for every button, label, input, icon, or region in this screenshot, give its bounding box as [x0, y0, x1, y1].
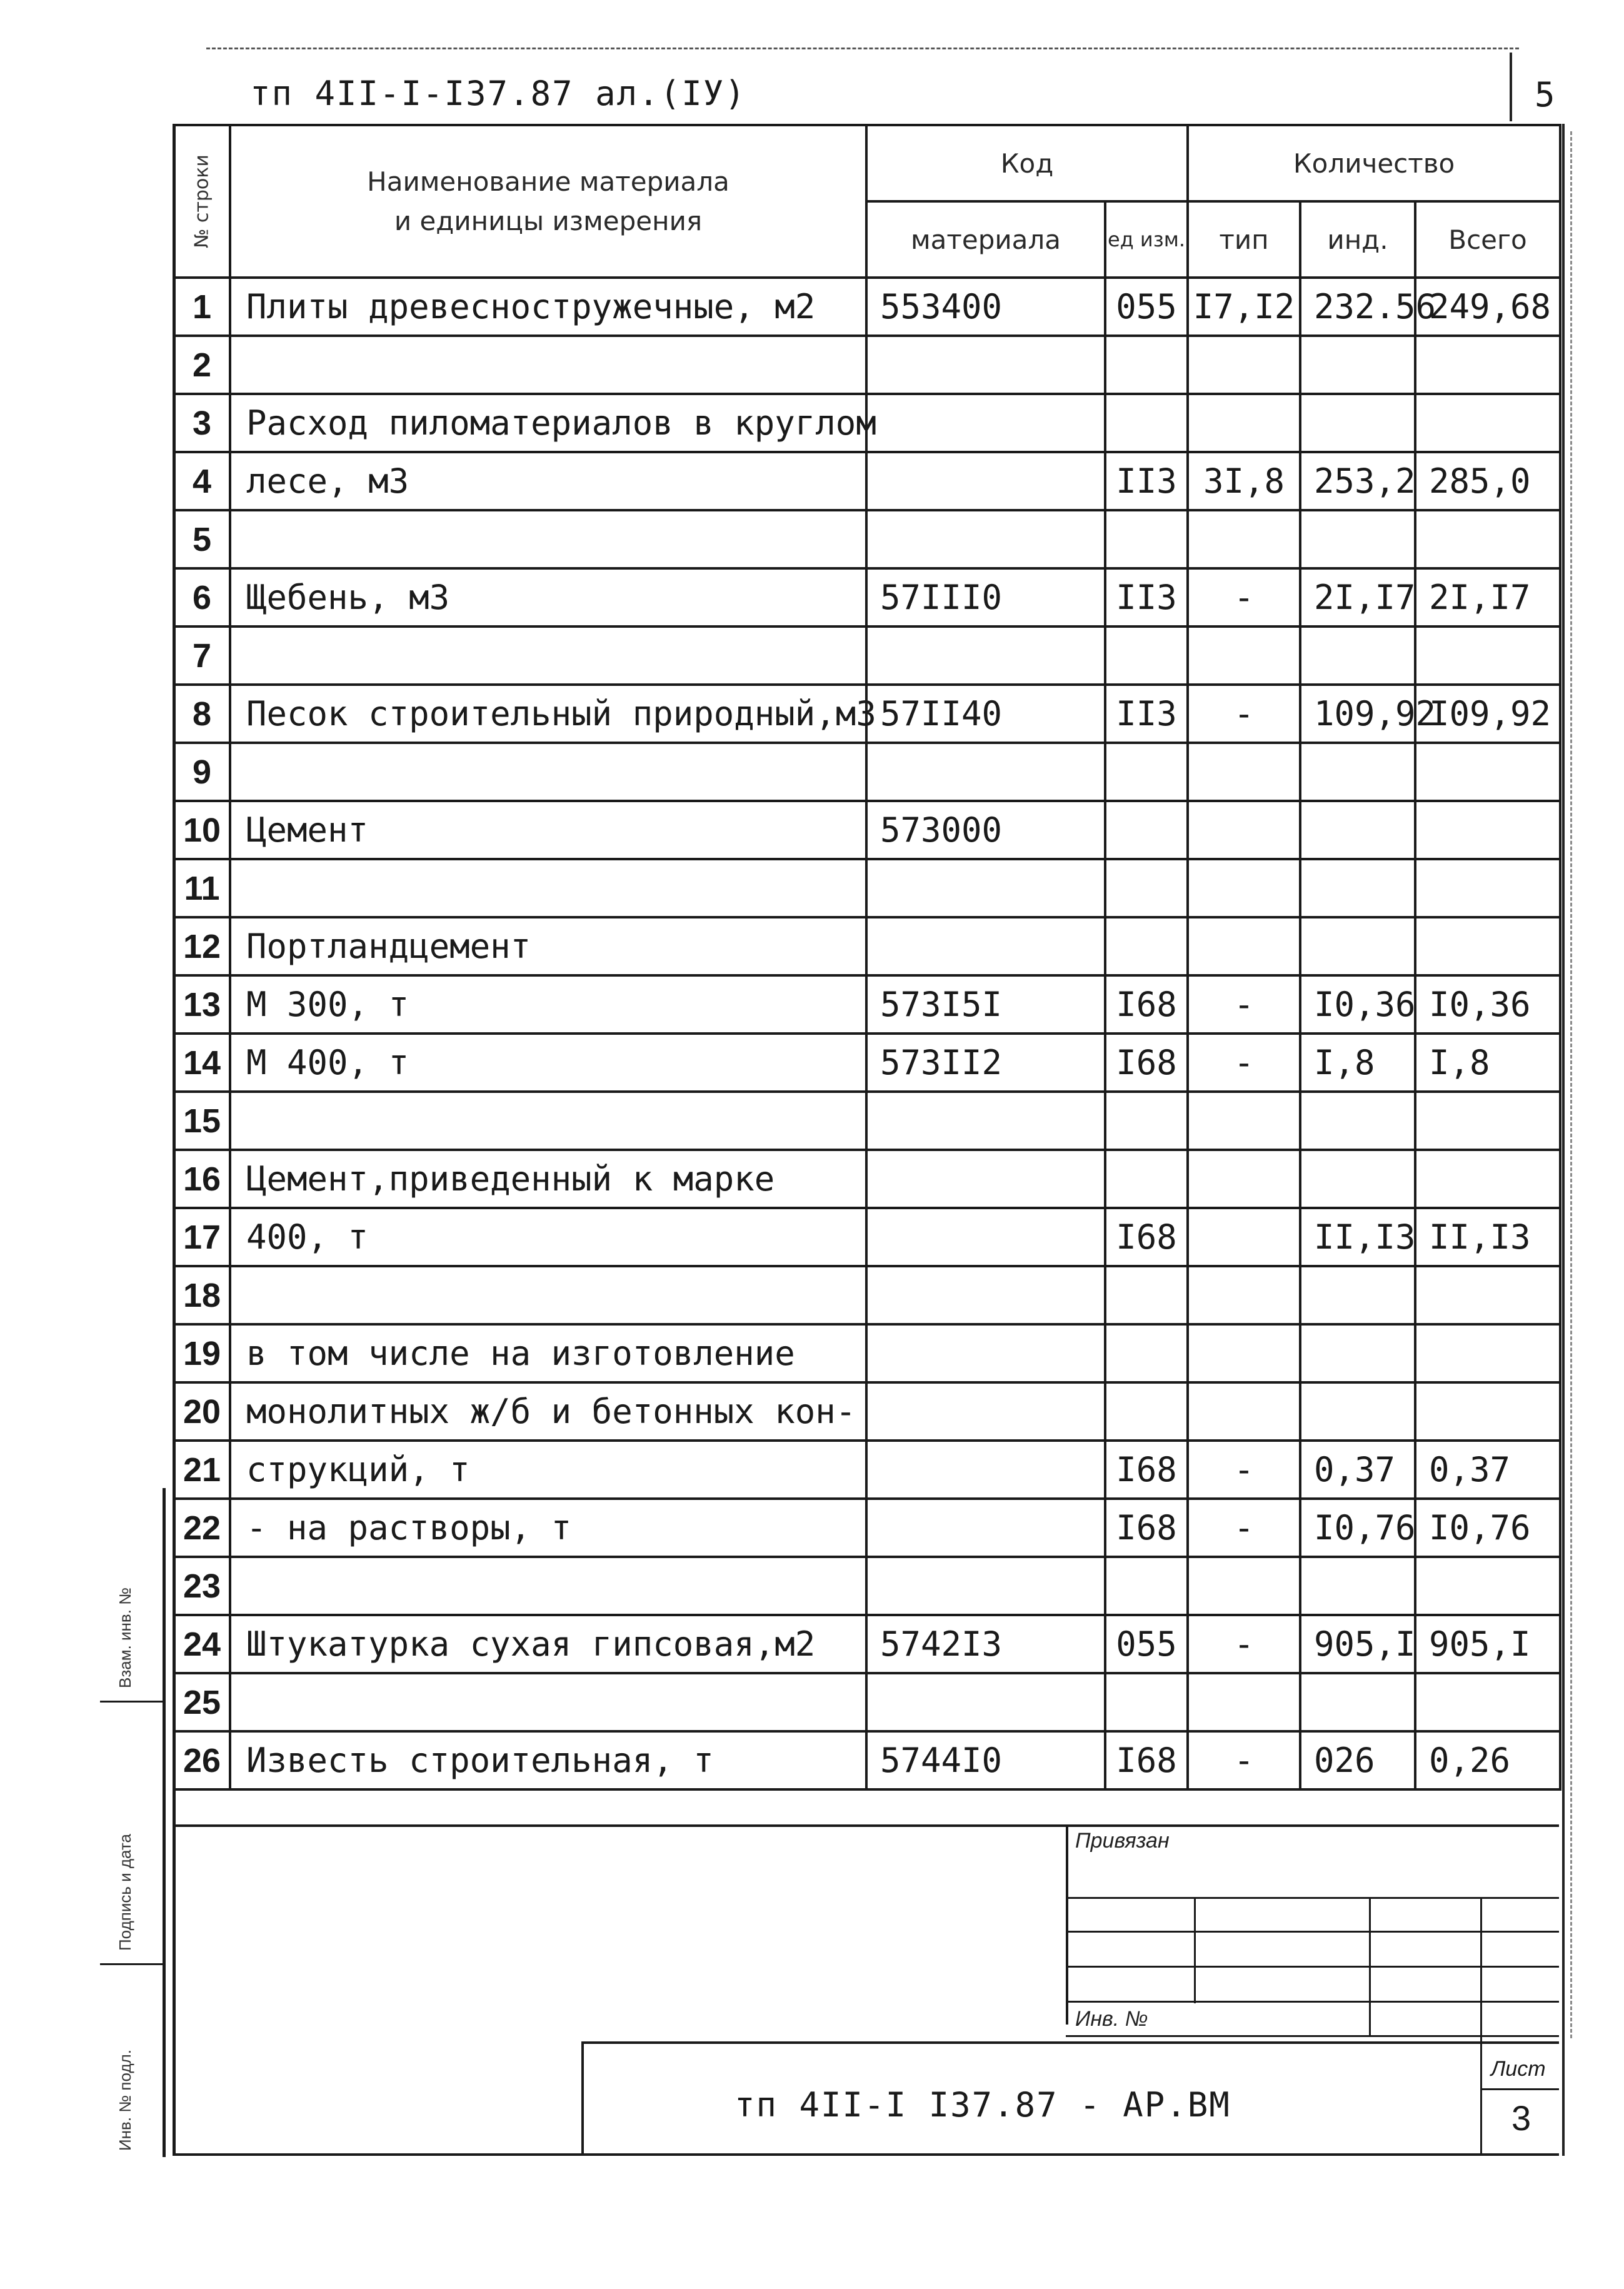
qty-type-cell: 3I,8: [1188, 452, 1300, 510]
row-number-cell: 9: [174, 743, 230, 801]
tb-divider-h2: [1066, 1931, 1559, 1933]
left-margin-divider-1: [100, 1701, 166, 1703]
unit-code-cell: I68: [1105, 1441, 1188, 1499]
row-number-cell: 24: [174, 1615, 230, 1673]
qty-type-header: тип: [1188, 201, 1300, 278]
qty-ind-cell: I0,36: [1300, 975, 1415, 1034]
inv-label: Инв. №: [1075, 2007, 1148, 2031]
material-code-cell: [866, 1382, 1105, 1441]
qty-ind-cell: I,8: [1300, 1034, 1415, 1092]
material-name-cell: Плиты древесностружечные, м2: [230, 278, 866, 336]
table-row: [174, 1382, 1560, 1441]
tb-divider-h1: [1066, 1897, 1559, 1899]
qty-type-cell: [1188, 1673, 1300, 1731]
unit-code-cell: [1105, 1557, 1188, 1615]
table-row: [174, 452, 1560, 510]
material-code-header: материала: [866, 201, 1105, 278]
qty-ind-cell: 253,2: [1300, 452, 1415, 510]
qty-ind-cell: II,I3: [1300, 1208, 1415, 1266]
material-code-cell: [866, 510, 1105, 568]
material-code-cell: [866, 394, 1105, 452]
qty-total-cell: [1415, 859, 1560, 917]
unit-code-cell: [1105, 1673, 1188, 1731]
qty-type-cell: [1188, 1382, 1300, 1441]
table-row: [174, 1150, 1560, 1208]
qty-total-cell: [1415, 1673, 1560, 1731]
unit-code-cell: II3: [1105, 568, 1188, 626]
page-number: 5: [1535, 75, 1555, 114]
qty-ind-cell: 905,I: [1300, 1615, 1415, 1673]
qty-ind-cell: 232.56: [1300, 278, 1415, 336]
table-row: [174, 1557, 1560, 1615]
unit-code-cell: [1105, 510, 1188, 568]
left-margin-label-1: Взам. инв. №: [116, 1587, 134, 1688]
unit-code-cell: [1105, 917, 1188, 975]
material-name-cell: в том числе на изготовление: [230, 1324, 866, 1382]
material-name-cell: [230, 510, 866, 568]
qty-ind-cell: [1300, 1324, 1415, 1382]
material-code-cell: 57II40: [866, 685, 1105, 743]
row-number-cell: 21: [174, 1441, 230, 1499]
table-row: [174, 1266, 1560, 1324]
material-name-cell: Известь строительная, т: [230, 1731, 866, 1789]
row-number-cell: 11: [174, 859, 230, 917]
qty-total-cell: [1415, 801, 1560, 859]
material-code-cell: [866, 452, 1105, 510]
material-name-header: [230, 125, 866, 278]
qty-ind-cell: [1300, 626, 1415, 685]
qty-type-cell: [1188, 801, 1300, 859]
material-code-cell: [866, 1441, 1105, 1499]
material-code-cell: [866, 336, 1105, 394]
qty-ind-cell: 2I,I7: [1300, 568, 1415, 626]
table-row: [174, 1034, 1560, 1092]
table-row: [174, 859, 1560, 917]
material-code-cell: [866, 859, 1105, 917]
qty-type-cell: [1188, 1324, 1300, 1382]
material-code-cell: [866, 743, 1105, 801]
tb-divider-v1: [1066, 1824, 1068, 2025]
qty-ind-cell: [1300, 1673, 1415, 1731]
qty-type-cell: -: [1188, 1441, 1300, 1499]
tb-sheet-divider: [1480, 2088, 1559, 2090]
material-code-cell: [866, 1499, 1105, 1557]
material-name-cell: [230, 336, 866, 394]
row-number-cell: 15: [174, 1092, 230, 1150]
title-block-doc-code: тп 4II-I I37.87 - АР.ВМ: [734, 2085, 1231, 2125]
material-name-cell: М 400, т: [230, 1034, 866, 1092]
row-number-cell: 25: [174, 1673, 230, 1731]
qty-type-cell: [1188, 1092, 1300, 1150]
qty-total-cell: [1415, 1557, 1560, 1615]
unit-code-cell: [1105, 626, 1188, 685]
qty-ind-cell: [1300, 1266, 1415, 1324]
qty-ind-cell: I0,76: [1300, 1499, 1415, 1557]
unit-code-cell: [1105, 1382, 1188, 1441]
table-row: [174, 278, 1560, 336]
qty-ind-cell: [1300, 336, 1415, 394]
table-row: [174, 1324, 1560, 1382]
qty-total-cell: [1415, 917, 1560, 975]
row-number-header: № строки: [174, 125, 230, 278]
material-code-cell: 553400: [866, 278, 1105, 336]
qty-total-cell: 285,0: [1415, 452, 1560, 510]
qty-type-cell: [1188, 336, 1300, 394]
row-number-cell: 4: [174, 452, 230, 510]
row-number-cell: 19: [174, 1324, 230, 1382]
table-row: [174, 917, 1560, 975]
unit-code-cell: 055: [1105, 278, 1188, 336]
material-code-cell: [866, 1324, 1105, 1382]
qty-type-cell: [1188, 1208, 1300, 1266]
material-code-cell: [866, 626, 1105, 685]
unit-code-cell: I68: [1105, 1208, 1188, 1266]
unit-code-cell: I68: [1105, 1731, 1188, 1789]
table-row: [174, 1615, 1560, 1673]
material-name-cell: Щебень, м3: [230, 568, 866, 626]
unit-code-cell: [1105, 1150, 1188, 1208]
material-name-cell: Штукатурка сухая гипсовая,м2: [230, 1615, 866, 1673]
row-number-cell: 14: [174, 1034, 230, 1092]
unit-code-cell: [1105, 743, 1188, 801]
table-row: [174, 1499, 1560, 1557]
qty-total-cell: I,8: [1415, 1034, 1560, 1092]
unit-code-cell: [1105, 801, 1188, 859]
tb-main-left: [581, 2041, 584, 2156]
material-name-cell: Цемент,приведенный к марке: [230, 1150, 866, 1208]
unit-code-cell: II3: [1105, 452, 1188, 510]
material-code-cell: 5744I0: [866, 1731, 1105, 1789]
qty-total-cell: I0,76: [1415, 1499, 1560, 1557]
material-code-cell: 573I5I: [866, 975, 1105, 1034]
material-name-cell: [230, 1092, 866, 1150]
qty-type-cell: -: [1188, 1731, 1300, 1789]
material-code-cell: 5742I3: [866, 1615, 1105, 1673]
qty-type-cell: I7,I2: [1188, 278, 1300, 336]
qty-total-cell: [1415, 394, 1560, 452]
row-number-cell: 6: [174, 568, 230, 626]
row-number-cell: 12: [174, 917, 230, 975]
qty-ind-cell: [1300, 1382, 1415, 1441]
qty-type-cell: -: [1188, 1615, 1300, 1673]
tb-divider-v2: [1194, 1897, 1196, 2003]
tb-divider-h5: [1066, 2035, 1559, 2037]
unit-code-cell: [1105, 336, 1188, 394]
row-number-cell: 5: [174, 510, 230, 568]
table-row: [174, 1441, 1560, 1499]
qty-type-cell: [1188, 1150, 1300, 1208]
unit-code-cell: I68: [1105, 975, 1188, 1034]
material-name-header-line2: и единицы измерения: [394, 206, 703, 236]
qty-ind-cell: 0,37: [1300, 1441, 1415, 1499]
material-name-cell: монолитных ж/б и бетонных кон-: [230, 1382, 866, 1441]
qty-total-cell: [1415, 743, 1560, 801]
tb-divider-v4: [1480, 1897, 1482, 2156]
left-margin-line: [163, 1488, 166, 2157]
material-name-cell: [230, 1557, 866, 1615]
unit-code-header: ед изм.: [1105, 201, 1188, 278]
quantity-group-header: Количество: [1188, 125, 1560, 201]
row-number-cell: 13: [174, 975, 230, 1034]
material-name-cell: струкций, т: [230, 1441, 866, 1499]
material-name-cell: [230, 1266, 866, 1324]
row-number-cell: 22: [174, 1499, 230, 1557]
materials-table: [173, 124, 1561, 1791]
qty-type-cell: -: [1188, 568, 1300, 626]
unit-code-cell: [1105, 859, 1188, 917]
material-name-cell: - на растворы, т: [230, 1499, 866, 1557]
right-margin-dashed-line: [1570, 131, 1572, 2038]
material-name-cell: М 300, т: [230, 975, 866, 1034]
row-number-cell: 8: [174, 685, 230, 743]
material-name-cell: [230, 1673, 866, 1731]
qty-ind-cell: [1300, 1557, 1415, 1615]
qty-total-cell: [1415, 336, 1560, 394]
qty-type-cell: [1188, 743, 1300, 801]
material-name-cell: [230, 743, 866, 801]
tb-divider-v3: [1369, 1897, 1371, 2035]
qty-total-cell: [1415, 626, 1560, 685]
material-name-cell: [230, 626, 866, 685]
code-group-header: Код: [866, 125, 1188, 201]
qty-type-cell: [1188, 394, 1300, 452]
qty-total-header: Всего: [1415, 201, 1560, 278]
row-number-cell: 17: [174, 1208, 230, 1266]
qty-type-cell: -: [1188, 1499, 1300, 1557]
table-row: [174, 1092, 1560, 1150]
qty-type-cell: [1188, 859, 1300, 917]
material-name-cell: 400, т: [230, 1208, 866, 1266]
qty-ind-header: инд.: [1300, 201, 1415, 278]
material-name-cell: Песок строительный природный,м3: [230, 685, 866, 743]
qty-total-cell: I0,36: [1415, 975, 1560, 1034]
row-number-cell: 10: [174, 801, 230, 859]
bound-label: Привязан: [1075, 1829, 1170, 1853]
material-code-cell: [866, 1150, 1105, 1208]
qty-ind-cell: 026: [1300, 1731, 1415, 1789]
qty-total-cell: [1415, 510, 1560, 568]
row-number-cell: 18: [174, 1266, 230, 1324]
table-row: [174, 1731, 1560, 1789]
qty-total-cell: I09,92: [1415, 685, 1560, 743]
unit-code-cell: [1105, 1266, 1188, 1324]
unit-code-cell: II3: [1105, 685, 1188, 743]
qty-ind-cell: [1300, 801, 1415, 859]
row-number-cell: 1: [174, 278, 230, 336]
tb-divider-h4: [1066, 2001, 1559, 2003]
qty-total-cell: [1415, 1324, 1560, 1382]
material-name-cell: Расход пиломатериалов в круглом: [230, 394, 866, 452]
left-margin-divider-2: [100, 1963, 166, 1965]
qty-total-cell: 249,68: [1415, 278, 1560, 336]
qty-ind-cell: [1300, 859, 1415, 917]
material-code-cell: 57III0: [866, 568, 1105, 626]
material-name-cell: [230, 859, 866, 917]
table-header-row-1: [174, 125, 1560, 201]
table-row: [174, 626, 1560, 685]
qty-ind-cell: 109,92: [1300, 685, 1415, 743]
qty-total-cell: [1415, 1382, 1560, 1441]
qty-type-cell: -: [1188, 975, 1300, 1034]
unit-code-cell: I68: [1105, 1034, 1188, 1092]
table-row: [174, 394, 1560, 452]
unit-code-cell: [1105, 394, 1188, 452]
left-margin-label-2: Подпись и дата: [116, 1833, 134, 1951]
material-code-cell: 573000: [866, 801, 1105, 859]
qty-type-cell: [1188, 1266, 1300, 1324]
table-row: [174, 975, 1560, 1034]
table-row: [174, 1208, 1560, 1266]
sheet-label: Лист: [1491, 2057, 1546, 2081]
table-row: [174, 1673, 1560, 1731]
qty-ind-cell: [1300, 1150, 1415, 1208]
row-number-cell: 26: [174, 1731, 230, 1789]
table-row: [174, 568, 1560, 626]
qty-total-cell: 0,37: [1415, 1441, 1560, 1499]
row-number-cell: 7: [174, 626, 230, 685]
tb-main-top: [581, 2041, 1559, 2044]
top-dashed-line: [206, 48, 1519, 49]
material-name-cell: лесе, м3: [230, 452, 866, 510]
table-row: [174, 801, 1560, 859]
qty-ind-cell: [1300, 743, 1415, 801]
qty-ind-cell: [1300, 394, 1415, 452]
qty-ind-cell: [1300, 510, 1415, 568]
material-code-cell: [866, 917, 1105, 975]
qty-type-cell: [1188, 917, 1300, 975]
material-code-cell: [866, 1557, 1105, 1615]
row-number-cell: 2: [174, 336, 230, 394]
qty-total-cell: 905,I: [1415, 1615, 1560, 1673]
qty-total-cell: II,I3: [1415, 1208, 1560, 1266]
table-row: [174, 336, 1560, 394]
qty-type-cell: -: [1188, 1034, 1300, 1092]
material-code-cell: [866, 1673, 1105, 1731]
tb-divider-h3: [1066, 1966, 1559, 1968]
qty-total-cell: 0,26: [1415, 1731, 1560, 1789]
qty-ind-cell: [1300, 1092, 1415, 1150]
table-row: [174, 685, 1560, 743]
left-margin-label-3: Инв. № подл.: [116, 2050, 134, 2151]
qty-total-cell: 2I,I7: [1415, 568, 1560, 626]
row-number-cell: 23: [174, 1557, 230, 1615]
frame-bottom: [173, 2153, 1559, 2156]
qty-type-cell: -: [1188, 685, 1300, 743]
material-code-cell: [866, 1266, 1105, 1324]
material-code-cell: 573II2: [866, 1034, 1105, 1092]
material-code-cell: [866, 1208, 1105, 1266]
material-code-cell: [866, 1092, 1105, 1150]
unit-code-cell: [1105, 1324, 1188, 1382]
unit-code-cell: [1105, 1092, 1188, 1150]
row-number-cell: 20: [174, 1382, 230, 1441]
table-row: [174, 510, 1560, 568]
unit-code-cell: 055: [1105, 1615, 1188, 1673]
sheet-number: 3: [1511, 2098, 1531, 2138]
qty-total-cell: [1415, 1150, 1560, 1208]
row-number-cell: 16: [174, 1150, 230, 1208]
qty-total-cell: [1415, 1266, 1560, 1324]
qty-ind-cell: [1300, 917, 1415, 975]
qty-total-cell: [1415, 1092, 1560, 1150]
qty-type-cell: [1188, 626, 1300, 685]
qty-type-cell: [1188, 510, 1300, 568]
material-name-cell: Портландцемент: [230, 917, 866, 975]
table-row: [174, 743, 1560, 801]
material-name-header-line1: Наименование материала: [367, 166, 729, 197]
document-header-code: тп 4II-I-I37.87 ал.(IУ): [250, 74, 746, 113]
unit-code-cell: I68: [1105, 1499, 1188, 1557]
qty-type-cell: [1188, 1557, 1300, 1615]
material-name-cell: Цемент: [230, 801, 866, 859]
row-number-cell: 3: [174, 394, 230, 452]
